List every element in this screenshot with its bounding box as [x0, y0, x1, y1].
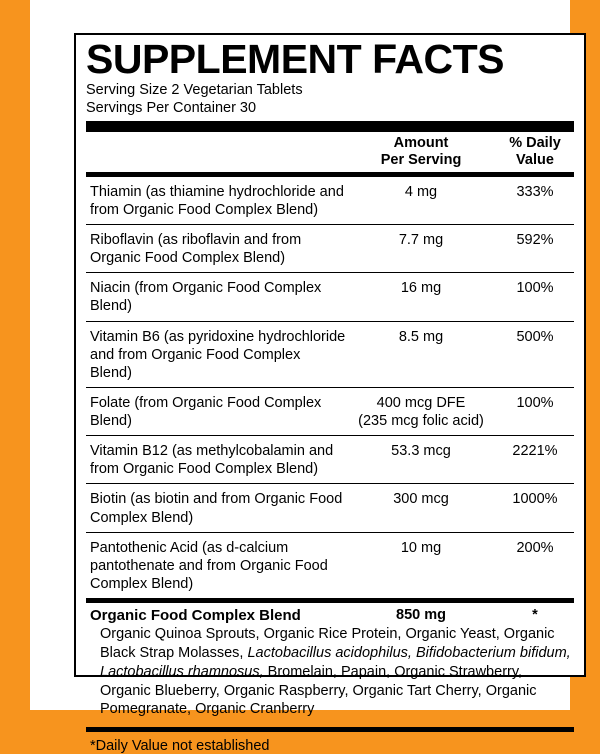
nutrient-daily-value: 333%: [516, 183, 554, 200]
nutrient-amount: [346, 442, 496, 460]
nutrient-daily-value: 100%: [516, 280, 554, 297]
nutrient-amount-value: 10 mg: [400, 539, 442, 556]
serving-size: Serving Size 2 Vegetarian Tablets: [86, 81, 303, 98]
nutrient-row: [86, 321, 574, 387]
label-panel: [30, 0, 571, 754]
nutrient-daily-value: 2221%: [512, 443, 558, 460]
nutrient-list: [86, 177, 574, 598]
nutrient-name: Riboflavin (as riboflavin and from Organic Food Complex Blend): [90, 232, 302, 267]
divider-thick-top: [86, 121, 574, 132]
servings-per-container: Servings Per Container 30: [86, 99, 257, 116]
column-headers: [86, 132, 574, 172]
nutrient-amount-value: 8.5 mg: [398, 328, 444, 345]
nutrient-amount-value: 4 mg: [404, 183, 438, 200]
blend-header-row: [86, 603, 574, 625]
blend-name: Organic Food Complex Blend: [90, 607, 301, 625]
nutrient-amount: [346, 539, 496, 557]
nutrient-amount: [346, 183, 496, 201]
nutrient-amount-value: 16 mg: [400, 280, 442, 297]
nutrient-row: [86, 532, 574, 598]
nutrient-name: Pantothenic Acid (as d-calcium pantothenate and from Organic Food Complex Blend): [90, 539, 328, 592]
nutrient-amount: [346, 279, 496, 297]
page-title: SUPPLEMENT FACTS: [86, 36, 504, 82]
nutrient-name: Biotin (as biotin and from Organic Food Complex Blend): [90, 491, 343, 526]
daily-value-header: % Daily Value: [509, 135, 561, 169]
nutrient-row: [86, 483, 574, 531]
blend-amount: 850 mg: [396, 607, 446, 624]
nutrient-row: [86, 224, 574, 272]
amount-header: Amount Per Serving: [380, 135, 462, 169]
footnote: *Daily Value not established: [90, 738, 270, 754]
nutrient-daily-value: 500%: [516, 328, 554, 345]
nutrient-amount-value: 7.7 mg: [398, 232, 444, 249]
nutrient-amount: [346, 490, 496, 508]
nutrient-row: [86, 177, 574, 224]
nutrient-amount-value: 300 mcg: [393, 491, 449, 508]
nutrient-amount: [346, 231, 496, 249]
nutrient-name: Vitamin B6 (as pyridoxine hydrochloride and from Organic Food Complex Blend): [90, 328, 346, 381]
nutrient-amount: [346, 328, 496, 346]
blend-ingredients: Organic Quinoa Sprouts, Organic Rice Protein, Organic Yeast, Organic Black Strap Molasses, Lactobacillus acidophilus, Bifidobacterium bifidum, Lactobacillus rhamnosus, Bromelain, Papain, Organic Strawberry, Organic Blueberry, Organic Raspberry, Organic Tart Cherry, Organic Pomegranate, Organic Cranberry: [100, 626, 571, 718]
blend-daily-value: *: [532, 607, 538, 624]
nutrient-name: Niacin (from Organic Food Complex Blend): [90, 280, 322, 315]
nutrient-row: [86, 387, 574, 435]
nutrient-daily-value: 1000%: [512, 491, 558, 508]
nutrient-row: [86, 435, 574, 483]
supplement-facts-box: [74, 33, 586, 754]
nutrient-daily-value: 200%: [516, 539, 554, 556]
nutrient-amount-subvalue: (235 mcg folic acid): [358, 413, 484, 430]
nutrient-amount-value: 53.3 mcg: [391, 443, 451, 460]
nutrient-name: Vitamin B12 (as methylcobalamin and from Organic Food Complex Blend): [90, 443, 334, 478]
nutrient-daily-value: 100%: [516, 394, 554, 411]
nutrient-name: Thiamin (as thiamine hydrochloride and from Organic Food Complex Blend): [90, 183, 344, 218]
nutrient-daily-value: 592%: [516, 232, 554, 249]
nutrient-name: Folate (from Organic Food Complex Blend): [90, 394, 322, 430]
nutrient-amount: [346, 394, 496, 430]
nutrient-row: [86, 272, 574, 320]
nutrient-amount-value: 400 mcg DFE: [376, 394, 466, 411]
